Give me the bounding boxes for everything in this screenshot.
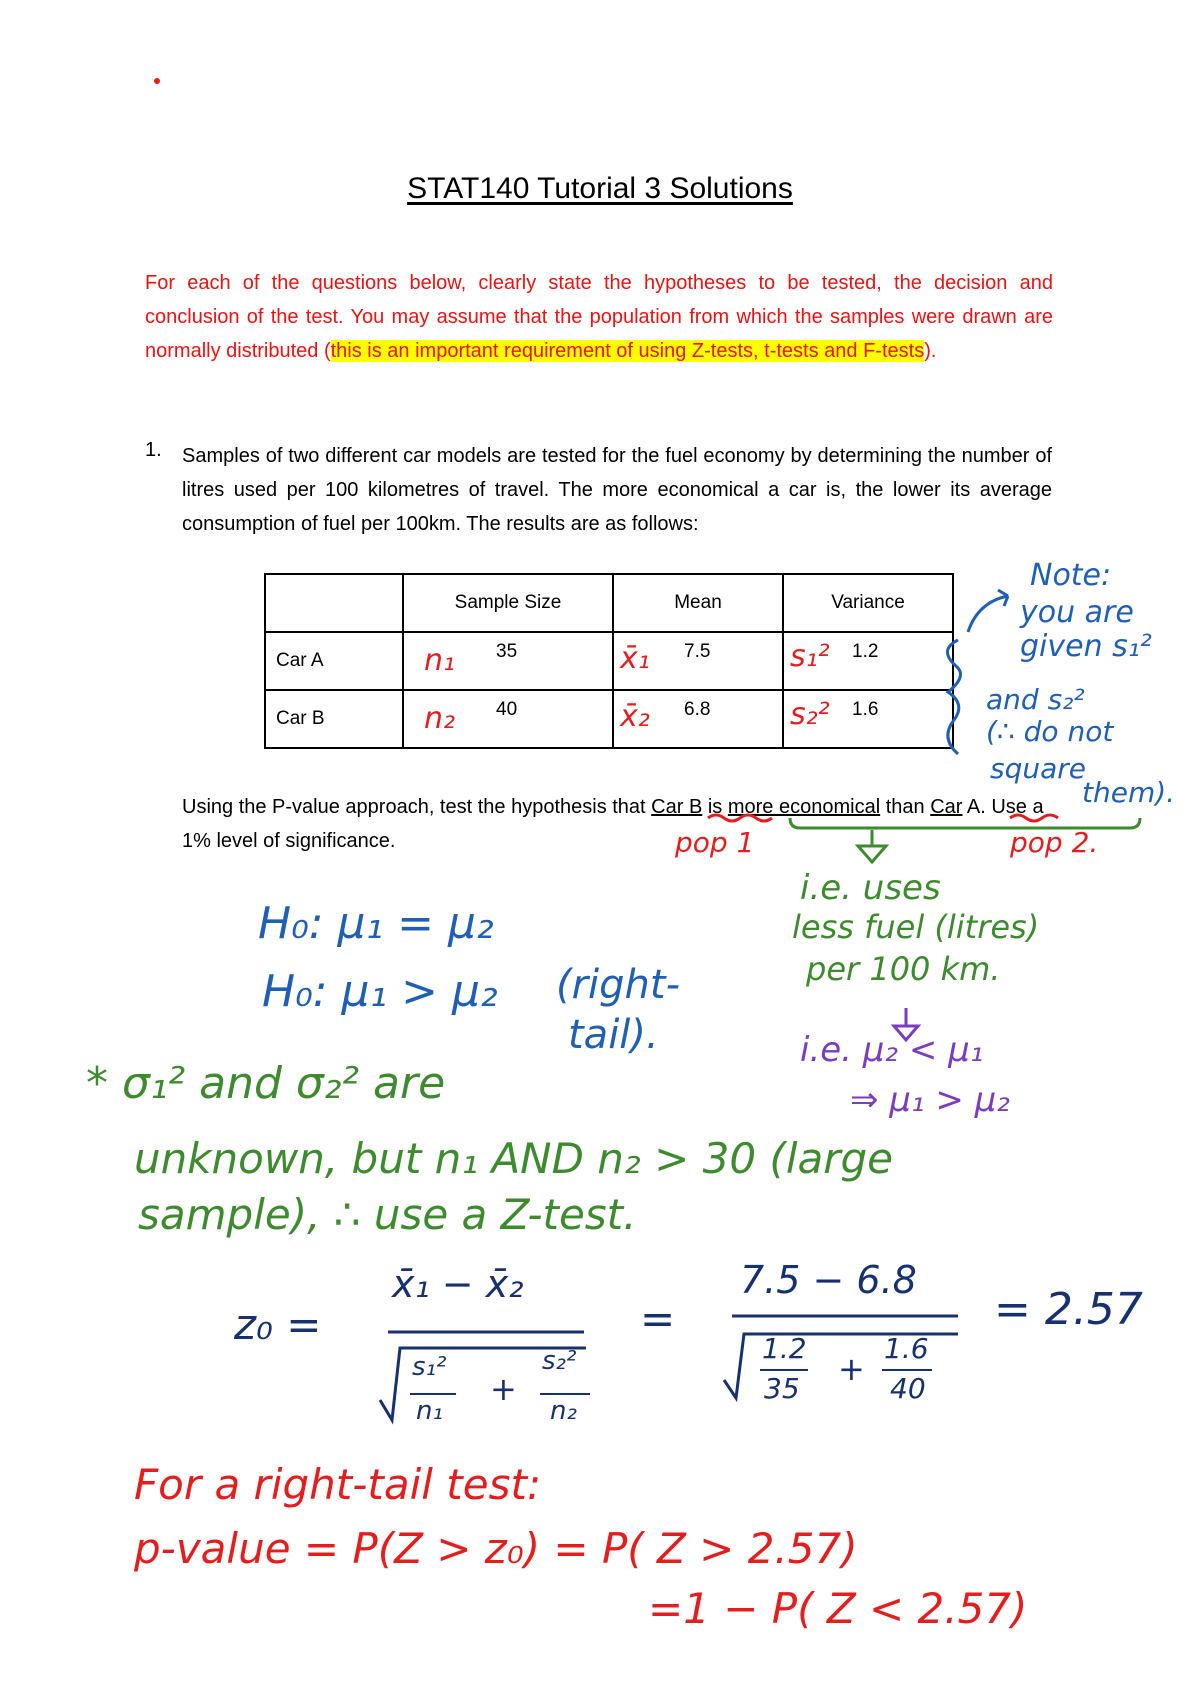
instruction-end: A. Use a 1% level of significance. [182,796,1044,852]
hw-ie2-line2: ⇒ μ₁ > μ₂ [850,1080,1010,1120]
table-header-cell: Sample Size [403,574,613,632]
hw-ie-line: i.e. uses [800,868,941,908]
hw-note-line: (∴ do not [986,715,1114,748]
question-number: 1. [145,439,162,461]
hw-p-line1: For a right-tail test: [134,1460,542,1509]
hw-ie-line: per 100 km. [806,950,1001,988]
hw-star-line2: unknown, but n₁ AND n₂ > 30 (large [134,1134,893,1183]
hw-z-den-a: s₁² [412,1352,447,1382]
hw-note-line: Note: [1030,558,1112,593]
hw-z-num: x̄₁ − x̄₂ [392,1262,524,1306]
instruction-phrase: more economical [727,796,881,818]
hw-z-plus2: + [838,1350,865,1388]
hw-note-line: given s₁² [1020,629,1152,664]
intro-end: ). [924,340,937,362]
variance-value: 1.6 [852,699,879,720]
hw-z-result: = 2.57 [994,1284,1143,1335]
table-header-cell: Variance [783,574,953,632]
question-text: Samples of two different car models are tested for the fuel economy by determining the number of litres used per 100 kilometres of travel. The more economical a car is, the lower its average consumption of fuel per 100km. The results are as follows: [182,445,1052,535]
intro-highlight: this is an important requirement of using Z-tests, t-tests and F-tests [330,340,925,362]
hw-z-num2: 7.5 − 6.8 [740,1258,917,1302]
variance-value: 1.2 [852,641,879,662]
bracket-green [790,818,1140,828]
hw-z-den2-a2: 35 [764,1372,800,1405]
hw-z-lhs: z₀ = [234,1300,322,1349]
size-value: 40 [496,699,518,720]
hw-ie-line: less fuel (litres) [792,908,1040,946]
hw-n1: n₁ [424,643,456,678]
hw-x1: x̄₁ [620,641,650,676]
hw-ie2-line1: i.e. μ₂ < μ₁ [800,1030,984,1070]
hw-x2: x̄₂ [620,699,650,734]
mean-value: 6.8 [684,699,711,720]
intro-text: For each of the questions below, clearly state the hypotheses to be tested, the decision and conclusion of the test. You may assume that the population from which the samples were drawn are normally distributed ( [145,272,1053,362]
arrow-green [858,830,886,862]
hw-z-den2-a: 1.2 [762,1332,807,1365]
hw-z-den-b: s₂² [542,1346,577,1376]
table-header-cell: Mean [613,574,783,632]
hw-note-line: them). [1082,776,1176,809]
squiggle-car [1010,815,1058,821]
page-title: STAT140 Tutorial 3 Solutions [407,172,793,205]
hw-s2: s₂² [790,697,830,732]
brace-stroke [947,640,960,754]
radical-1 [380,1348,586,1420]
hw-n2: n₂ [424,701,456,736]
hw-star-line3: sample), ∴ use a Z-test. [138,1190,637,1239]
hw-z-eq: = [640,1294,676,1343]
hw-z-den2-b: 1.6 [884,1332,929,1365]
row-label: Car A [265,632,403,690]
hw-h1: H₀: μ₁ > μ₂ [262,966,498,1017]
mean-value: 7.5 [684,641,711,662]
radical-2 [724,1334,958,1398]
hw-note-line: and s₂² [986,683,1085,716]
hw-star-line1: * σ₁² and σ₂² are [86,1058,446,1109]
arrow-purple [894,1008,918,1040]
hw-h1-note: (right- [556,962,681,1008]
instruction-car: Car [930,796,963,818]
hw-z-den-b2: n₂ [550,1396,577,1426]
hw-note-line: square [990,752,1087,785]
hw-h0: H₀: μ₁ = μ₂ [258,898,494,949]
hw-note-line: you are [1020,595,1134,630]
hw-z-den-a2: n₁ [416,1396,443,1426]
row-label: Car B [265,690,403,748]
hw-h1-note2: tail). [568,1012,659,1058]
hw-z-plus1: + [490,1370,517,1408]
instruction-text: Using the P-value approach, test the hypothesis that [182,796,652,818]
size-value: 35 [496,641,518,662]
hw-p-line2: p-value = P(Z > z₀) = P( Z > 2.57) [134,1524,858,1573]
instruction-text: is [702,796,728,818]
instruction-carb: Car B [651,796,703,818]
hw-s1: s₁² [790,639,830,674]
instruction-text: than [880,796,931,818]
arrow-stroke [968,596,1008,632]
hw-pop1: pop 1 [675,826,755,859]
hw-p-line3: =1 − P( Z < 2.57) [648,1584,1028,1633]
hw-pop2: pop 2. [1010,826,1099,859]
squiggle-carb [708,815,772,821]
hw-z-den2-b2: 40 [890,1372,926,1405]
